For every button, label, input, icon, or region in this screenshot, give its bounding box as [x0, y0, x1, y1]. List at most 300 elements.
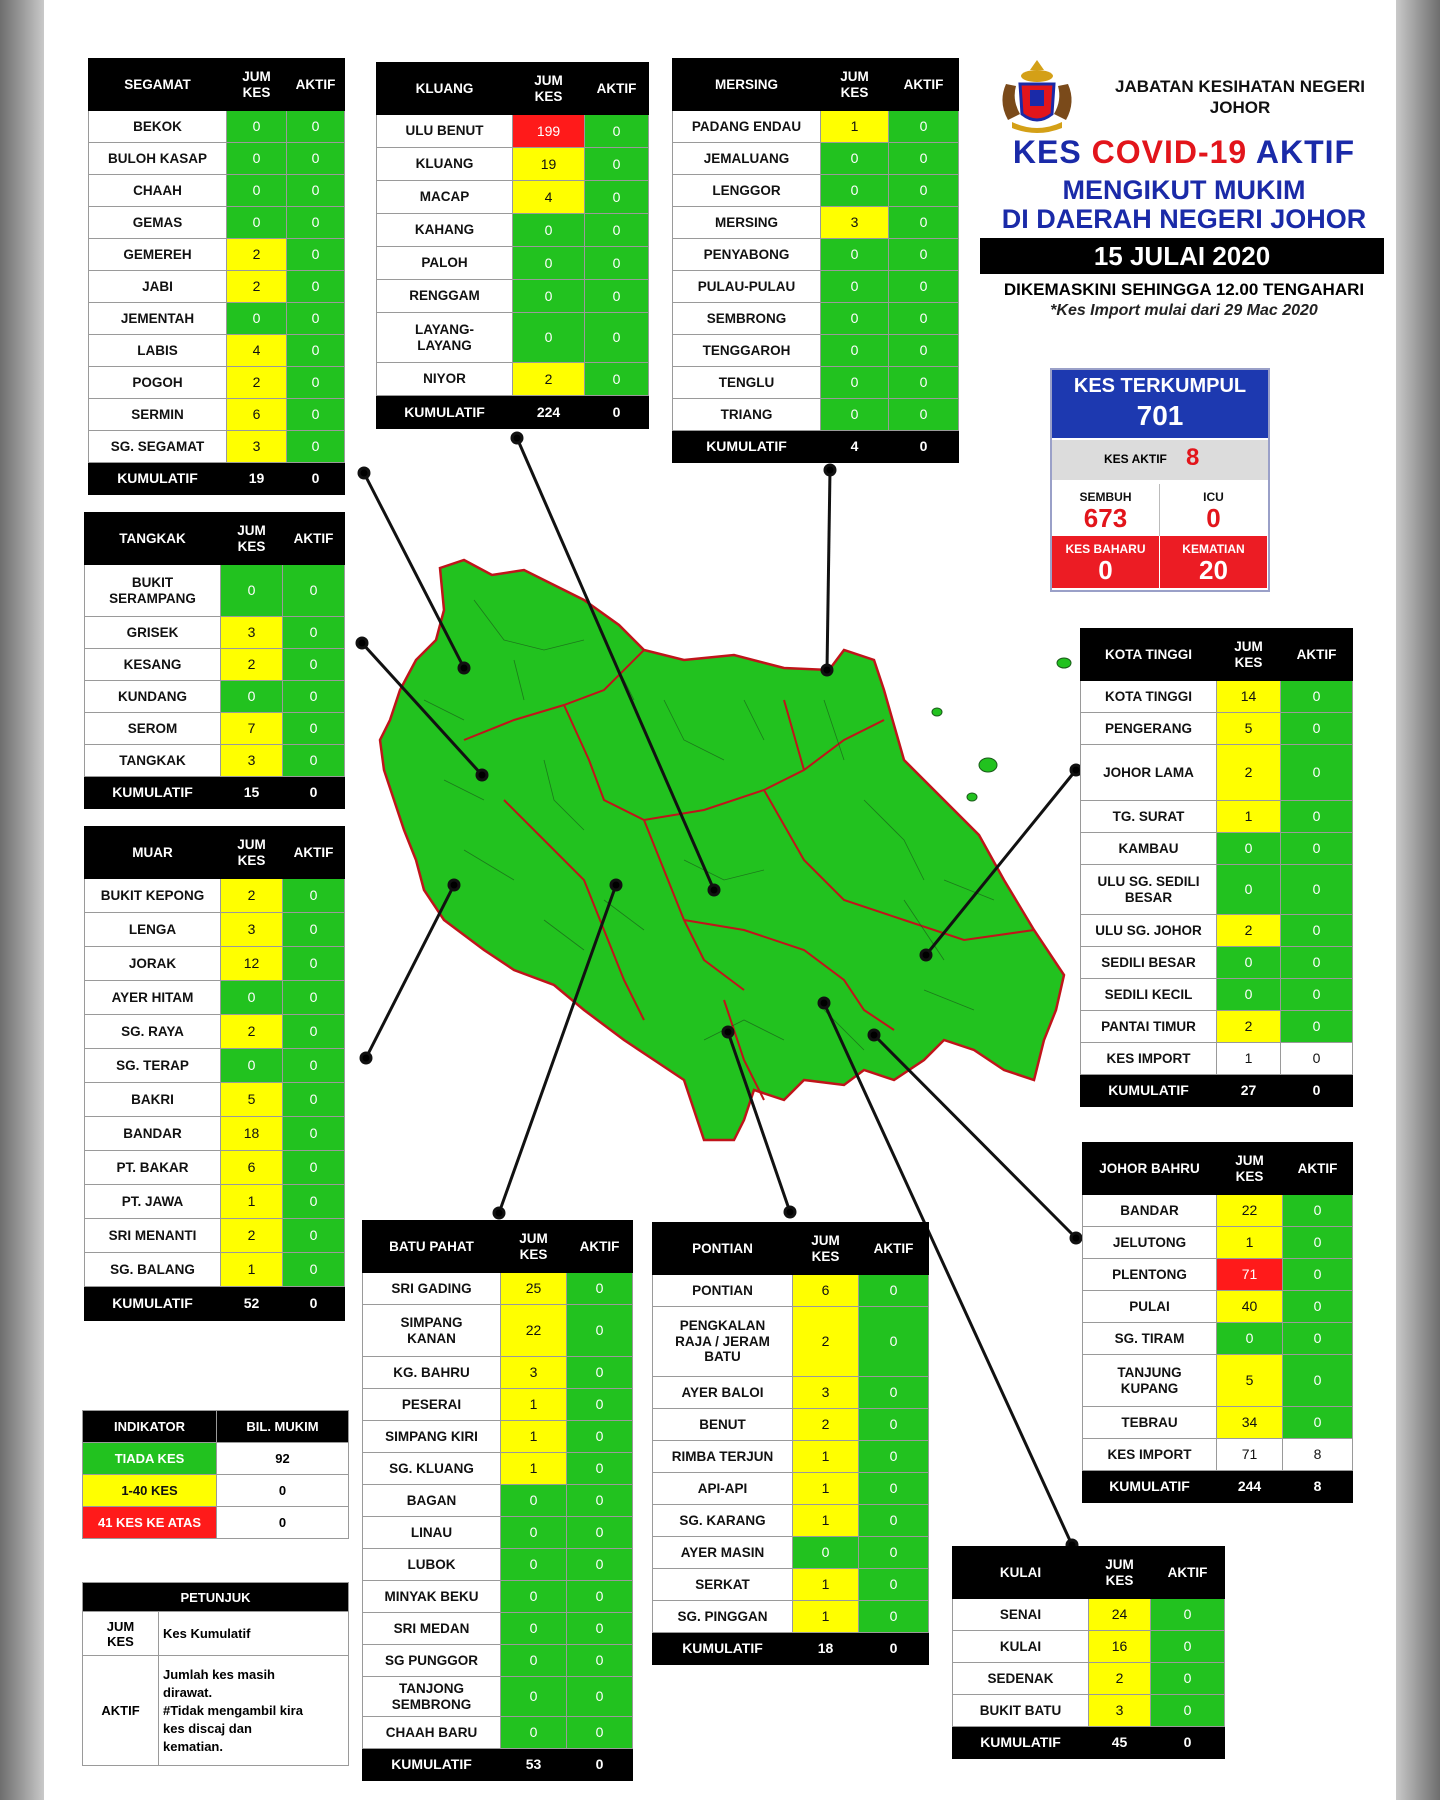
table-row — [85, 1151, 345, 1185]
island-shape — [967, 793, 977, 801]
table-row — [673, 239, 959, 271]
table-total-row — [1081, 1075, 1353, 1107]
mukim-name: SG. SEGAMAT — [89, 431, 227, 463]
cumulative-cases-cell: 1 — [793, 1601, 859, 1633]
cumulative-cases-cell: 2 — [793, 1409, 859, 1441]
mukim-name: KES IMPORT — [1083, 1439, 1217, 1471]
active-cases-cell: 0 — [567, 1357, 633, 1389]
cumulative-cases-cell: 2 — [221, 649, 283, 681]
table-row — [85, 1117, 345, 1151]
district-table-mersing — [672, 58, 959, 463]
island-shape — [932, 708, 942, 716]
active-cases-cell: 0 — [287, 335, 345, 367]
cumulative-cases-cell: 0 — [1217, 1323, 1283, 1355]
table-row — [953, 1695, 1225, 1727]
active-cases-cell: 0 — [283, 947, 345, 981]
cumulative-cases-cell: 0 — [821, 335, 889, 367]
active-cases-cell: 0 — [1281, 865, 1353, 915]
table-row — [653, 1377, 929, 1409]
active-cases-cell: 0 — [1281, 745, 1353, 801]
table-row — [673, 303, 959, 335]
cumulative-cases-cell: 0 — [821, 399, 889, 431]
active-cases-cell: 0 — [859, 1441, 929, 1473]
table-row — [1081, 915, 1353, 947]
active-cases-cell: 0 — [567, 1581, 633, 1613]
active-cases-cell: 0 — [1281, 801, 1353, 833]
table-row — [1083, 1195, 1353, 1227]
header-block — [974, 50, 1394, 340]
mukim-name: MINYAK BEKU — [363, 1581, 501, 1613]
table-row — [363, 1421, 633, 1453]
active-cases-cell: 0 — [1283, 1259, 1353, 1291]
table-row — [1081, 681, 1353, 713]
cumulative-cases-cell: 4 — [513, 181, 585, 214]
cumulative-cases-cell: 0 — [501, 1517, 567, 1549]
cumulative-cases-cell: 1 — [221, 1253, 283, 1287]
active-cases-cell: 0 — [567, 1717, 633, 1749]
table-row — [653, 1569, 929, 1601]
mukim-name: MERSING — [673, 207, 821, 239]
mukim-name: TANGKAK — [85, 745, 221, 777]
indicator-1-40-cases: 1-40 KES — [83, 1475, 217, 1507]
new-cases-value: 0 — [1098, 555, 1113, 585]
active-cases-cell: 0 — [283, 1219, 345, 1253]
cumulative-cases-cell: 0 — [221, 565, 283, 617]
cumulative-cases-cell: 5 — [1217, 713, 1281, 745]
total-cumulative: 53 — [501, 1749, 567, 1781]
cumulative-cases-cell: 7 — [221, 713, 283, 745]
mukim-name: SG. PINGGAN — [653, 1601, 793, 1633]
leader-dot — [1071, 1233, 1081, 1243]
active-cases-cell: 0 — [283, 745, 345, 777]
mukim-name: SRI MEDAN — [363, 1613, 501, 1645]
johor-crest-icon — [992, 56, 1082, 136]
mukim-name: POGOH — [89, 367, 227, 399]
active-cases-cell: 0 — [1283, 1407, 1353, 1439]
mukim-name: SRI GADING — [363, 1273, 501, 1305]
table-row — [377, 363, 649, 396]
mukim-name: ULU BENUT — [377, 115, 513, 148]
active-cases-cell: 0 — [1281, 713, 1353, 745]
table-row — [89, 239, 345, 271]
summary-box — [1050, 368, 1270, 592]
table-header-row — [85, 827, 345, 879]
cumulative-cases-cell: 6 — [793, 1275, 859, 1307]
district-name: SEGAMAT — [89, 59, 227, 111]
legend-key-jumkes: JUM KES — [83, 1612, 159, 1656]
district-name: JOHOR BAHRU — [1083, 1143, 1217, 1195]
active-cases-cell: 0 — [283, 649, 345, 681]
leader-dot — [825, 465, 835, 475]
deaths-value: 20 — [1199, 555, 1228, 585]
cumulative-cases-cell: 19 — [513, 148, 585, 181]
table-row — [377, 115, 649, 148]
cumulative-cases-cell: 2 — [221, 879, 283, 913]
active-cases-cell: 0 — [567, 1485, 633, 1517]
cumulative-cases-cell: 3 — [227, 431, 287, 463]
cumulative-cases-cell: 199 — [513, 115, 585, 148]
cumulative-cases-cell: 0 — [501, 1581, 567, 1613]
mukim-name: ULU SG. SEDILI BESAR — [1081, 865, 1217, 915]
active-cases-cell: 0 — [283, 617, 345, 649]
mukim-name: PENGKALAN RAJA / JERAM BATU — [653, 1307, 793, 1377]
cumulative-cases-cell: 0 — [227, 175, 287, 207]
active-cases-cell: 0 — [585, 247, 649, 280]
leader-dot — [494, 1208, 504, 1218]
mukim-name: SEDENAK — [953, 1663, 1089, 1695]
mukim-name: KES IMPORT — [1081, 1043, 1217, 1075]
recovered-value: 673 — [1083, 503, 1128, 533]
mukim-count-header: BIL. MUKIM — [217, 1411, 349, 1443]
table-row — [673, 143, 959, 175]
cumulative-cases-cell: 3 — [793, 1377, 859, 1409]
active-cases-cell: 0 — [287, 399, 345, 431]
mukim-name: SEDILI BESAR — [1081, 947, 1217, 979]
table-row — [1081, 833, 1353, 865]
cumulative-cases-cell: 2 — [1089, 1663, 1151, 1695]
mukim-name: LAYANG- LAYANG — [377, 313, 513, 363]
active-cases-cell: 0 — [287, 271, 345, 303]
col-header-jum-kes: JUM KES — [793, 1223, 859, 1275]
legend-desc-jumkes: Kes Kumulatif — [159, 1612, 349, 1656]
district-name: MERSING — [673, 59, 821, 111]
legend-desc-aktif: Jumlah kes masih dirawat. #Tidak mengambil kira kes discaj dan kematian. — [159, 1656, 349, 1766]
mukim-name: PESERAI — [363, 1389, 501, 1421]
active-cases-cell: 0 — [585, 181, 649, 214]
table-total-row — [377, 396, 649, 429]
mukim-name: KESANG — [85, 649, 221, 681]
table-row — [363, 1581, 633, 1613]
leader-dot — [709, 885, 719, 895]
mukim-name: GEMAS — [89, 207, 227, 239]
district-table-segamat — [88, 58, 345, 495]
table-row — [363, 1305, 633, 1357]
mukim-name: JABI — [89, 271, 227, 303]
mukim-name: KULAI — [953, 1631, 1089, 1663]
col-header-jum-kes: JUM KES — [221, 827, 283, 879]
active-cases-cell: 0 — [283, 1253, 345, 1287]
active-cases-cell: 0 — [889, 399, 959, 431]
district-table-pontian — [652, 1222, 929, 1665]
active-cases-cell: 0 — [859, 1275, 929, 1307]
title-covid: COVID-19 — [1091, 134, 1248, 170]
mukim-name: JORAK — [85, 947, 221, 981]
active-cases-cell: 0 — [859, 1505, 929, 1537]
active-cases-cell: 0 — [1281, 1011, 1353, 1043]
total-label: KUMULATIF — [85, 777, 221, 809]
cumulative-value: 701 — [1136, 400, 1184, 431]
total-cumulative: 4 — [821, 431, 889, 463]
mukim-name: KAMBAU — [1081, 833, 1217, 865]
mukim-name: API-API — [653, 1473, 793, 1505]
cumulative-cases-cell: 18 — [221, 1117, 283, 1151]
indicator-no-cases-count: 92 — [217, 1443, 349, 1475]
mukim-name: SIMPANG KANAN — [363, 1305, 501, 1357]
cumulative-cases-cell: 0 — [227, 207, 287, 239]
district-name: KOTA TINGGI — [1081, 629, 1217, 681]
icu-label: ICU — [1203, 490, 1224, 504]
total-label: KUMULATIF — [1081, 1075, 1217, 1107]
island-shape — [979, 758, 997, 772]
cumulative-cases-cell: 1 — [793, 1569, 859, 1601]
active-cases-cell: 0 — [1151, 1599, 1225, 1631]
recovered-cell — [1052, 484, 1160, 536]
report-date: 15 JULAI 2020 — [980, 238, 1384, 274]
table-row — [85, 1049, 345, 1083]
subtitle-line-2: DI DAERAH NEGERI JOHOR — [1001, 204, 1367, 234]
table-row — [653, 1441, 929, 1473]
active-cases-cell: 0 — [283, 681, 345, 713]
cumulative-cases-cell: 0 — [821, 303, 889, 335]
total-active: 0 — [1281, 1075, 1353, 1107]
cumulative-cases-cell: 0 — [227, 111, 287, 143]
active-cases-cell: 0 — [1281, 1043, 1353, 1075]
mukim-name: BENUT — [653, 1409, 793, 1441]
col-header-jum-kes: JUM KES — [513, 63, 585, 115]
mukim-name: RENGGAM — [377, 280, 513, 313]
mukim-name: LENGGOR — [673, 175, 821, 207]
table-row — [653, 1307, 929, 1377]
total-cumulative: 15 — [221, 777, 283, 809]
table-row — [953, 1631, 1225, 1663]
cumulative-label: KES TERKUMPUL — [1073, 375, 1247, 397]
cumulative-cases-cell: 4 — [227, 335, 287, 367]
table-row — [1083, 1323, 1353, 1355]
mukim-name: AYER BALOI — [653, 1377, 793, 1409]
deaths-cell — [1160, 536, 1267, 588]
leader-dot — [477, 770, 487, 780]
cumulative-cases-cell: 2 — [227, 367, 287, 399]
table-row — [363, 1485, 633, 1517]
active-cases-cell: 0 — [567, 1517, 633, 1549]
table-row — [85, 1219, 345, 1253]
table-row — [85, 1185, 345, 1219]
table-row — [85, 565, 345, 617]
table-row — [1083, 1407, 1353, 1439]
active-cases-cell: 0 — [889, 303, 959, 335]
cumulative-cases-cell: 1 — [1217, 801, 1281, 833]
cumulative-cases-cell: 6 — [227, 399, 287, 431]
department-name: JABATAN KESIHATAN NEGERI JOHOR — [1115, 77, 1365, 117]
mukim-name: BANDAR — [85, 1117, 221, 1151]
table-row — [85, 713, 345, 745]
subtitle-line-1: MENGIKUT MUKIM — [1062, 175, 1306, 205]
cumulative-cases-cell: 2 — [793, 1307, 859, 1377]
table-row — [89, 431, 345, 463]
mukim-name: JOHOR LAMA — [1081, 745, 1217, 801]
leader-dot — [723, 1027, 733, 1037]
active-cases-cell: 0 — [1151, 1631, 1225, 1663]
cumulative-cases-cell: 12 — [221, 947, 283, 981]
table-row — [673, 367, 959, 399]
active-cases-cell: 0 — [889, 239, 959, 271]
total-cumulative: 244 — [1217, 1471, 1283, 1503]
col-header-jum-kes: JUM KES — [1217, 1143, 1283, 1195]
active-cases-cell: 0 — [889, 175, 959, 207]
recovered-label: SEMBUH — [1079, 490, 1132, 504]
district-table-muar — [84, 826, 345, 1321]
mukim-name: JEMENTAH — [89, 303, 227, 335]
active-cases-cell: 0 — [567, 1273, 633, 1305]
active-cases-cell: 0 — [283, 1049, 345, 1083]
active-cases-cell: 0 — [1151, 1695, 1225, 1727]
col-header-jum-kes: JUM KES — [227, 59, 287, 111]
leader-dot — [459, 663, 469, 673]
mukim-name: SG. TERAP — [85, 1049, 221, 1083]
cumulative-cases-cell: 3 — [221, 913, 283, 947]
cumulative-cases-cell: 0 — [513, 214, 585, 247]
district-table-tangkak — [84, 512, 345, 809]
cumulative-cases-cell: 2 — [227, 239, 287, 271]
col-header-aktif: AKTIF — [1281, 629, 1353, 681]
mukim-name: LUBOK — [363, 1549, 501, 1581]
active-cases-cell: 0 — [567, 1305, 633, 1357]
table-row — [1081, 745, 1353, 801]
mukim-name: BEKOK — [89, 111, 227, 143]
mukim-name: SEMBRONG — [673, 303, 821, 335]
legend-title: PETUNJUK — [83, 1583, 349, 1612]
total-cumulative: 18 — [793, 1633, 859, 1665]
col-header-aktif: AKTIF — [1283, 1143, 1353, 1195]
active-cases-cell: 0 — [287, 431, 345, 463]
active-cases-cell: 0 — [889, 207, 959, 239]
active-cases-cell: 0 — [859, 1409, 929, 1441]
active-cases-cell: 0 — [287, 239, 345, 271]
mukim-name: PENYABONG — [673, 239, 821, 271]
table-row — [85, 913, 345, 947]
cumulative-cases-cell: 40 — [1217, 1291, 1283, 1323]
active-cases-cell: 0 — [1281, 833, 1353, 865]
table-row — [653, 1601, 929, 1633]
table-row — [363, 1677, 633, 1717]
table-row — [85, 1083, 345, 1117]
cumulative-cases-cell: 0 — [821, 271, 889, 303]
mukim-name: SERMIN — [89, 399, 227, 431]
table-total-row — [653, 1633, 929, 1665]
active-cases-cell: 0 — [859, 1473, 929, 1505]
cumulative-cases-cell: 0 — [821, 175, 889, 207]
cumulative-cases-cell: 14 — [1217, 681, 1281, 713]
district-table-johorbahru — [1082, 1142, 1353, 1503]
district-name: KLUANG — [377, 63, 513, 115]
table-row — [1081, 865, 1353, 915]
total-cumulative: 19 — [227, 463, 287, 495]
cumulative-cases-cell: 0 — [821, 143, 889, 175]
table-header-row — [377, 63, 649, 115]
mukim-name: TG. SURAT — [1081, 801, 1217, 833]
cumulative-cases-cell: 71 — [1217, 1259, 1283, 1291]
mukim-name: PULAI — [1083, 1291, 1217, 1323]
district-name: BATU PAHAT — [363, 1221, 501, 1273]
mukim-name: KAHANG — [377, 214, 513, 247]
mukim-name: PT. JAWA — [85, 1185, 221, 1219]
table-row — [1081, 713, 1353, 745]
new-cases-label: KES BAHARU — [1065, 542, 1146, 556]
mukim-name: BUKIT SERAMPANG — [85, 565, 221, 617]
table-total-row — [363, 1749, 633, 1781]
active-cases-cell: 0 — [567, 1613, 633, 1645]
leader-dot — [357, 638, 367, 648]
active-cases-cell: 0 — [1283, 1355, 1353, 1407]
legend-key-aktif: AKTIF — [83, 1656, 159, 1766]
cumulative-cases-cell: 22 — [1217, 1195, 1283, 1227]
table-row — [89, 271, 345, 303]
active-cases-cell: 0 — [283, 1015, 345, 1049]
cumulative-cases-cell: 0 — [227, 143, 287, 175]
active-cases-cell: 0 — [1281, 915, 1353, 947]
active-cases-cell: 0 — [283, 879, 345, 913]
cumulative-cases-cell: 0 — [501, 1485, 567, 1517]
active-cases-cell: 0 — [585, 363, 649, 396]
mukim-name: SG PUNGGOR — [363, 1645, 501, 1677]
cumulative-cases-cell: 0 — [227, 303, 287, 335]
mukim-name: CHAAH BARU — [363, 1717, 501, 1749]
main-title — [974, 134, 1394, 171]
table-row — [377, 247, 649, 280]
cumulative-cases-cell: 0 — [501, 1677, 567, 1717]
mukim-name: SRI MENANTI — [85, 1219, 221, 1253]
mukim-name: CHAAH — [89, 175, 227, 207]
leader-dot — [449, 880, 459, 890]
table-row — [673, 111, 959, 143]
active-cases-cell: 0 — [1281, 979, 1353, 1011]
active-cases-cell: 0 — [287, 143, 345, 175]
cumulative-cases-cell: 16 — [1089, 1631, 1151, 1663]
mukim-name: BUKIT KEPONG — [85, 879, 221, 913]
active-cases-cell: 0 — [1283, 1195, 1353, 1227]
table-row — [85, 947, 345, 981]
table-total-row — [89, 463, 345, 495]
cumulative-cases-cell: 2 — [513, 363, 585, 396]
mukim-name: JEMALUANG — [673, 143, 821, 175]
new-cases-cell — [1052, 536, 1160, 588]
col-header-aktif: AKTIF — [283, 827, 345, 879]
total-label: KUMULATIF — [653, 1633, 793, 1665]
table-header-row — [653, 1223, 929, 1275]
title-aktif: AKTIF — [1255, 134, 1356, 170]
active-label: KES AKTIF — [1104, 452, 1167, 466]
title-kes: KES — [1012, 134, 1082, 170]
active-cases-cell: 0 — [287, 175, 345, 207]
leader-dot — [512, 433, 522, 443]
total-cumulative: 224 — [513, 396, 585, 429]
total-label: KUMULATIF — [673, 431, 821, 463]
leader-dot — [921, 950, 931, 960]
active-cases-cell: 0 — [1283, 1227, 1353, 1259]
leader-dot — [359, 468, 369, 478]
active-cases-cell: 0 — [283, 913, 345, 947]
mukim-name: GRISEK — [85, 617, 221, 649]
table-row — [85, 981, 345, 1015]
cumulative-cases-cell: 0 — [221, 681, 283, 713]
active-cases-cell: 0 — [1283, 1323, 1353, 1355]
indicator-41-plus-count: 0 — [217, 1507, 349, 1539]
indicator-41-plus: 41 KES KE ATAS — [83, 1507, 217, 1539]
leader-line-muar — [366, 885, 454, 1058]
table-row — [85, 617, 345, 649]
mukim-name: PENGERANG — [1081, 713, 1217, 745]
active-cases-cell: 0 — [283, 713, 345, 745]
col-header-jum-kes: JUM KES — [821, 59, 889, 111]
cumulative-cases-cell: 2 — [1217, 1011, 1281, 1043]
cumulative-cases-cell: 0 — [1217, 947, 1281, 979]
table-row — [363, 1717, 633, 1749]
table-header-row — [85, 513, 345, 565]
mukim-name: SEDILI KECIL — [1081, 979, 1217, 1011]
mukim-name: TRIANG — [673, 399, 821, 431]
leader-dot — [611, 880, 621, 890]
cumulative-cases-cell: 2 — [221, 1015, 283, 1049]
